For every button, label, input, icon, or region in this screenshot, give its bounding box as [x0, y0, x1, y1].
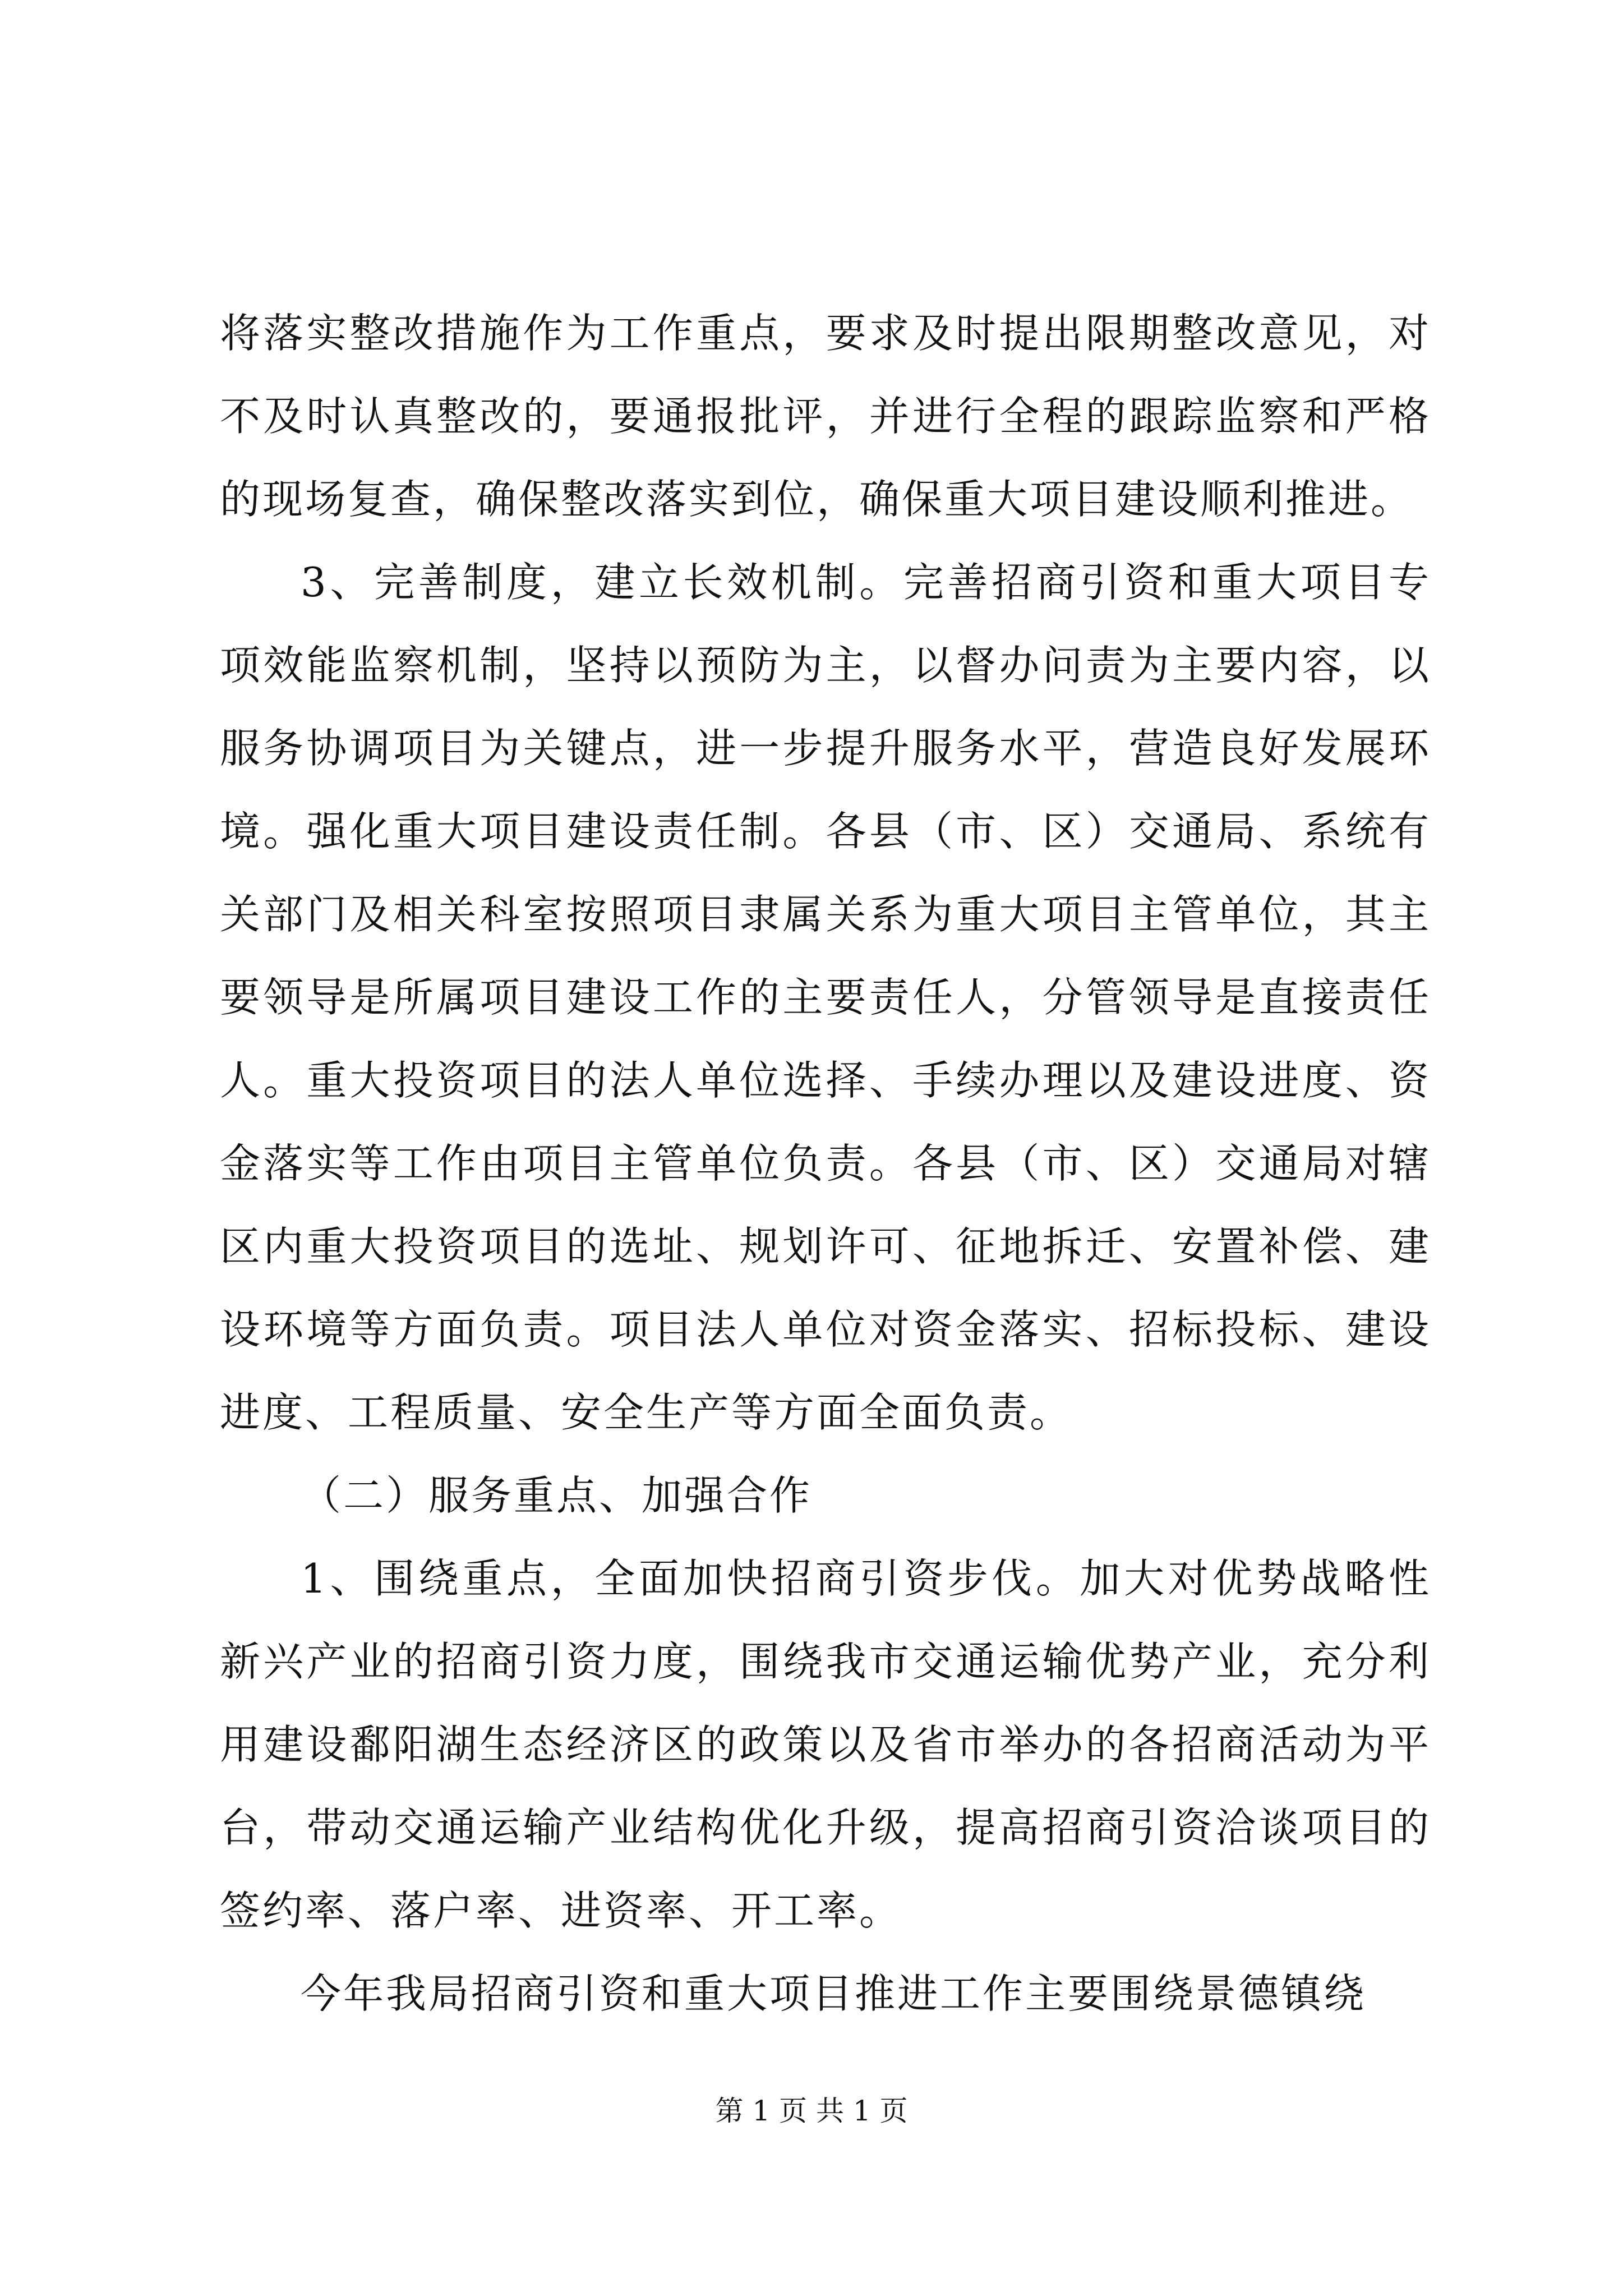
paragraph-1: 将落实整改措施作为工作重点，要求及时提出限期整改意见，对不及时认真整改的，要通报批评，并进行全程的跟踪监察和严格的现场复查，确保整改落实到位，确保重大项目建设顺利推进。 — [220, 310, 1431, 523]
document-body — [220, 292, 1431, 2035]
paragraph-4: 今年我局招商引资和重大项目推进工作主要围绕景德镇绕 — [301, 1970, 1367, 2017]
paragraph-3: 1、围绕重点，全面加快招商引资步伐。加大对优势战略性新兴产业的招商引资力度，围绕我市交通运输优势产业，充分利用建设鄱阳湖生态经济区的政策以及省市举办的各招商活动为平台，带动交通运输产业结构优化升级，提高招商引资洽谈项目的签约率、落户率、进资率、开工率。 — [220, 1555, 1431, 1934]
paragraph-2: 3、完善制度，建立长效机制。完善招商引资和重大项目专项效能监察机制，坚持以预防为主，以督办问责为主要内容，以服务协调项目为关键点，进一步提升服务水平，营造良好发展环境。强化重大项目建设责任制。各县（市、区）交通局、系统有关部门及相关科室按照项目隶属关系为重大项目主管单位，其主要领导是所属项目建设工作的主要责任人，分管领导是直接责任人。重大投资项目的法人单位选择、手续办理以及建设进度、资金落实等工作由项目主管单位负责。各县（市、区）交通局对辖区内重大投资项目的选址、规划许可、征地拆迁、安置补偿、建设环境等方面负责。项目法人单位对资金落实、招标投标、建设进度、工程质量、安全生产等方面全面负责。 — [220, 559, 1431, 1436]
section-heading: （二）服务重点、加强合作 — [301, 1472, 813, 1519]
page-footer: 第 1 页 共 1 页 — [715, 2095, 908, 2127]
